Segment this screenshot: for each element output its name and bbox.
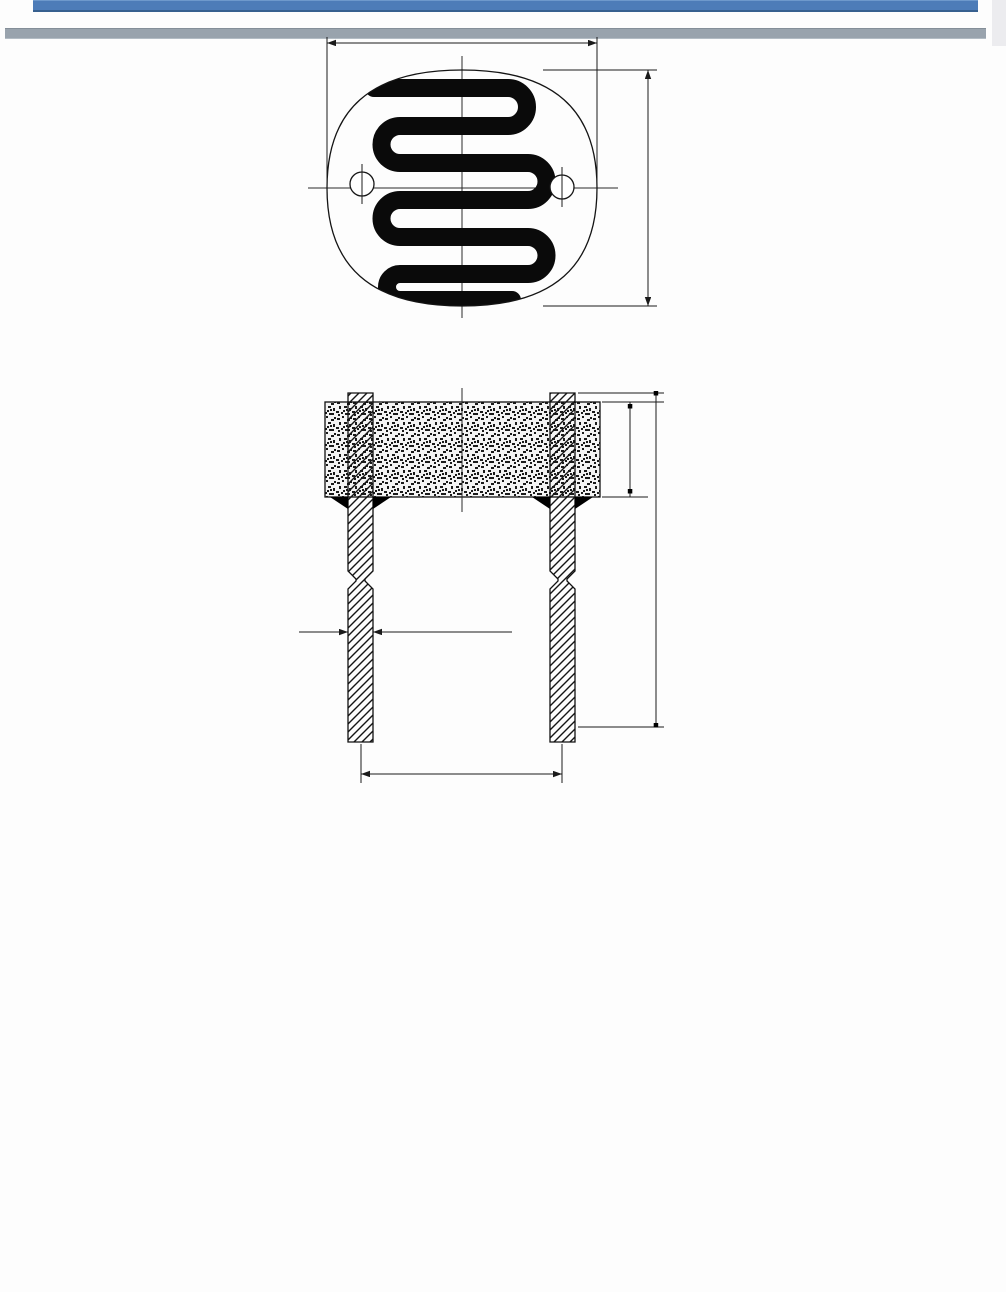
dim-length-label — [638, 560, 654, 620]
lead-spacing-dimension-lines — [361, 744, 562, 783]
left-lead-pad — [350, 164, 374, 204]
dim-thickness-label — [614, 418, 630, 478]
thickness-dimension-lines — [602, 402, 664, 497]
serpentine-electrode-pattern — [374, 88, 547, 300]
right-lead — [550, 393, 575, 742]
left-lead — [348, 393, 373, 742]
dim-height-label — [630, 158, 646, 218]
ldr-top-view-drawing — [308, 37, 657, 318]
ldr-side-view-drawing — [299, 388, 664, 783]
